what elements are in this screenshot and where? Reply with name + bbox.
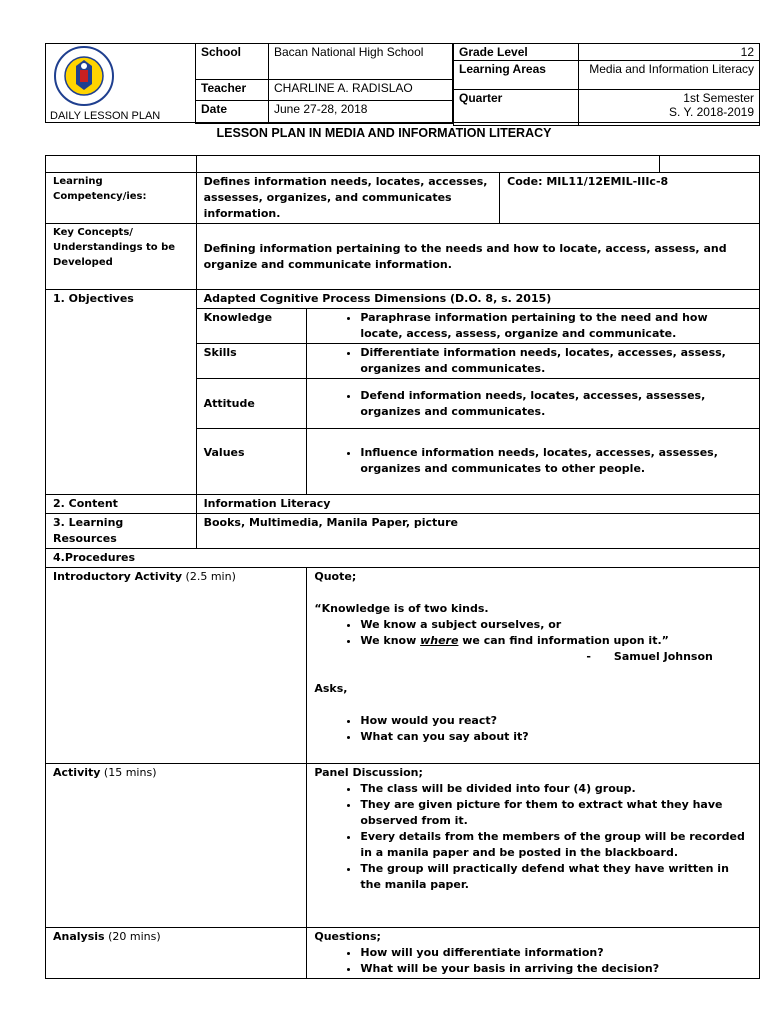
competency-text: Defines information needs, locates, accesses, assesses, organizes, and communicates information. [196,173,500,224]
procedures-header-row [46,549,760,568]
content-text: Information Literacy [196,495,759,514]
values-label: Values [196,429,307,495]
analysis-label-cell [46,928,307,979]
resources-label: 3. Learning Resources [46,514,197,549]
blank-cell [660,156,760,173]
intro-asks: Asks, [314,682,348,695]
skills-text: • Differentiate information needs, locates, accesses, assess, organizes and communicates. [360,345,752,377]
intro-author: - Samuel Johnson [586,650,713,663]
activity-head: Panel Discussion; [314,766,423,779]
analysis-time: (20 mins) [104,930,161,943]
quarter-label: Quarter [454,90,579,126]
objectives-label: 1. Objectives [46,290,197,495]
intro-bullet-2-post: we can find information upon it.” [458,634,669,647]
intro-question-2: • What can you say about it? [360,729,752,745]
grade-level-label: Grade Level [454,44,579,61]
blank-cell [46,156,197,173]
learning-areas-label: Learning Areas [454,61,579,90]
header-left-table [195,43,453,124]
knowledge-text: • Paraphrase information pertaining to the need and how locate, access, assess, organize and communicate. [360,310,752,342]
intro-bullet-2-em: where [420,634,459,647]
content-row [46,495,760,514]
analysis-label: Analysis [53,930,105,943]
semester-value: 1st Semester [683,91,754,105]
activity-item: • They are given picture for them to extract what they have observed from it. [360,797,752,829]
intro-quote-line: “Knowledge is of two kinds. [314,602,489,615]
quarter-value [579,90,760,126]
resources-row [46,514,760,549]
intro-time: (2.5 min) [182,570,236,583]
grade-level-value: 12 [579,44,760,61]
analysis-cell [307,928,760,979]
intro-label-cell [46,568,307,764]
school-year-value: S. Y. 2018-2019 [669,105,754,119]
attitude-label: Attitude [196,379,307,429]
values-cell [307,429,760,495]
intro-bullet-2-pre: We know [360,634,421,647]
concepts-row [46,224,760,290]
activity-time: (15 mins) [100,766,157,779]
school-value: Bacan National High School [269,44,453,80]
date-label: Date [196,101,269,124]
skills-label: Skills [196,344,307,379]
activity-item: • Every details from the members of the group will be recorded in a manila paper and be posted in the blackboard. [360,829,752,861]
teacher-label: Teacher [196,80,269,101]
daily-lesson-plan-label: DAILY LESSON PLAN [50,110,161,122]
header-right-table [453,43,760,126]
intro-cell [307,568,760,764]
knowledge-label: Knowledge [196,309,307,344]
competency-code: Code: MIL11/12EMIL-IIIc-8 [500,173,760,224]
objectives-header-row [46,290,760,309]
attitude-cell [307,379,760,429]
analysis-head: Questions; [314,930,381,943]
activity-item: • The class will be divided into four (4) group. [360,781,752,797]
skills-cell [307,344,760,379]
blank-row [46,156,760,173]
activity-row [46,764,760,928]
intro-question-1: • How would you react? [360,713,752,729]
page-title: LESSON PLAN IN MEDIA AND INFORMATION LITERACY [216,126,552,140]
activity-label-cell [46,764,307,928]
learning-areas-value: Media and Information Literacy [579,61,760,90]
competency-row [46,173,760,224]
activity-cell [307,764,760,928]
attitude-text: • Defend information needs, locates, accesses, assesses, organizes and communicates. [360,388,752,420]
blank-cell [196,156,659,173]
activity-item: • The group will practically defend what they have written in the manila paper. [360,861,752,893]
intro-row [46,568,760,764]
values-text: • Influence information needs, locates, accesses, assesses, organizes and communicates to other people. [360,445,752,477]
analysis-question-2: • What will be your basis in arriving the decision? [360,961,752,977]
teacher-value: CHARLINE A. RADISLAO [269,80,453,101]
analysis-row [46,928,760,979]
intro-quote-head: Quote; [314,570,357,583]
knowledge-cell [307,309,760,344]
concepts-label: Key Concepts/ Understandings to be Developed [46,224,197,290]
competency-label: Learning Competency/ies: [46,173,197,224]
intro-bullet-2 [360,633,752,649]
school-label: School [196,44,269,80]
procedures-label: 4.Procedures [46,549,760,568]
objectives-header: Adapted Cognitive Process Dimensions (D.O. 8, s. 2015) [196,290,759,309]
content-label: 2. Content [46,495,197,514]
date-value: June 27-28, 2018 [269,101,453,124]
resources-text: Books, Multimedia, Manila Paper, picture [196,514,759,549]
intro-label: Introductory Activity [53,570,183,583]
lesson-plan-table [45,155,760,979]
concepts-text: Defining information pertaining to the needs and how to locate, access, assess, and organize and communicate information. [196,224,759,290]
analysis-question-1: • How will you differentiate information? [360,945,752,961]
activity-label: Activity [53,766,101,779]
intro-bullet-1: • We know a subject ourselves, or [360,617,752,633]
